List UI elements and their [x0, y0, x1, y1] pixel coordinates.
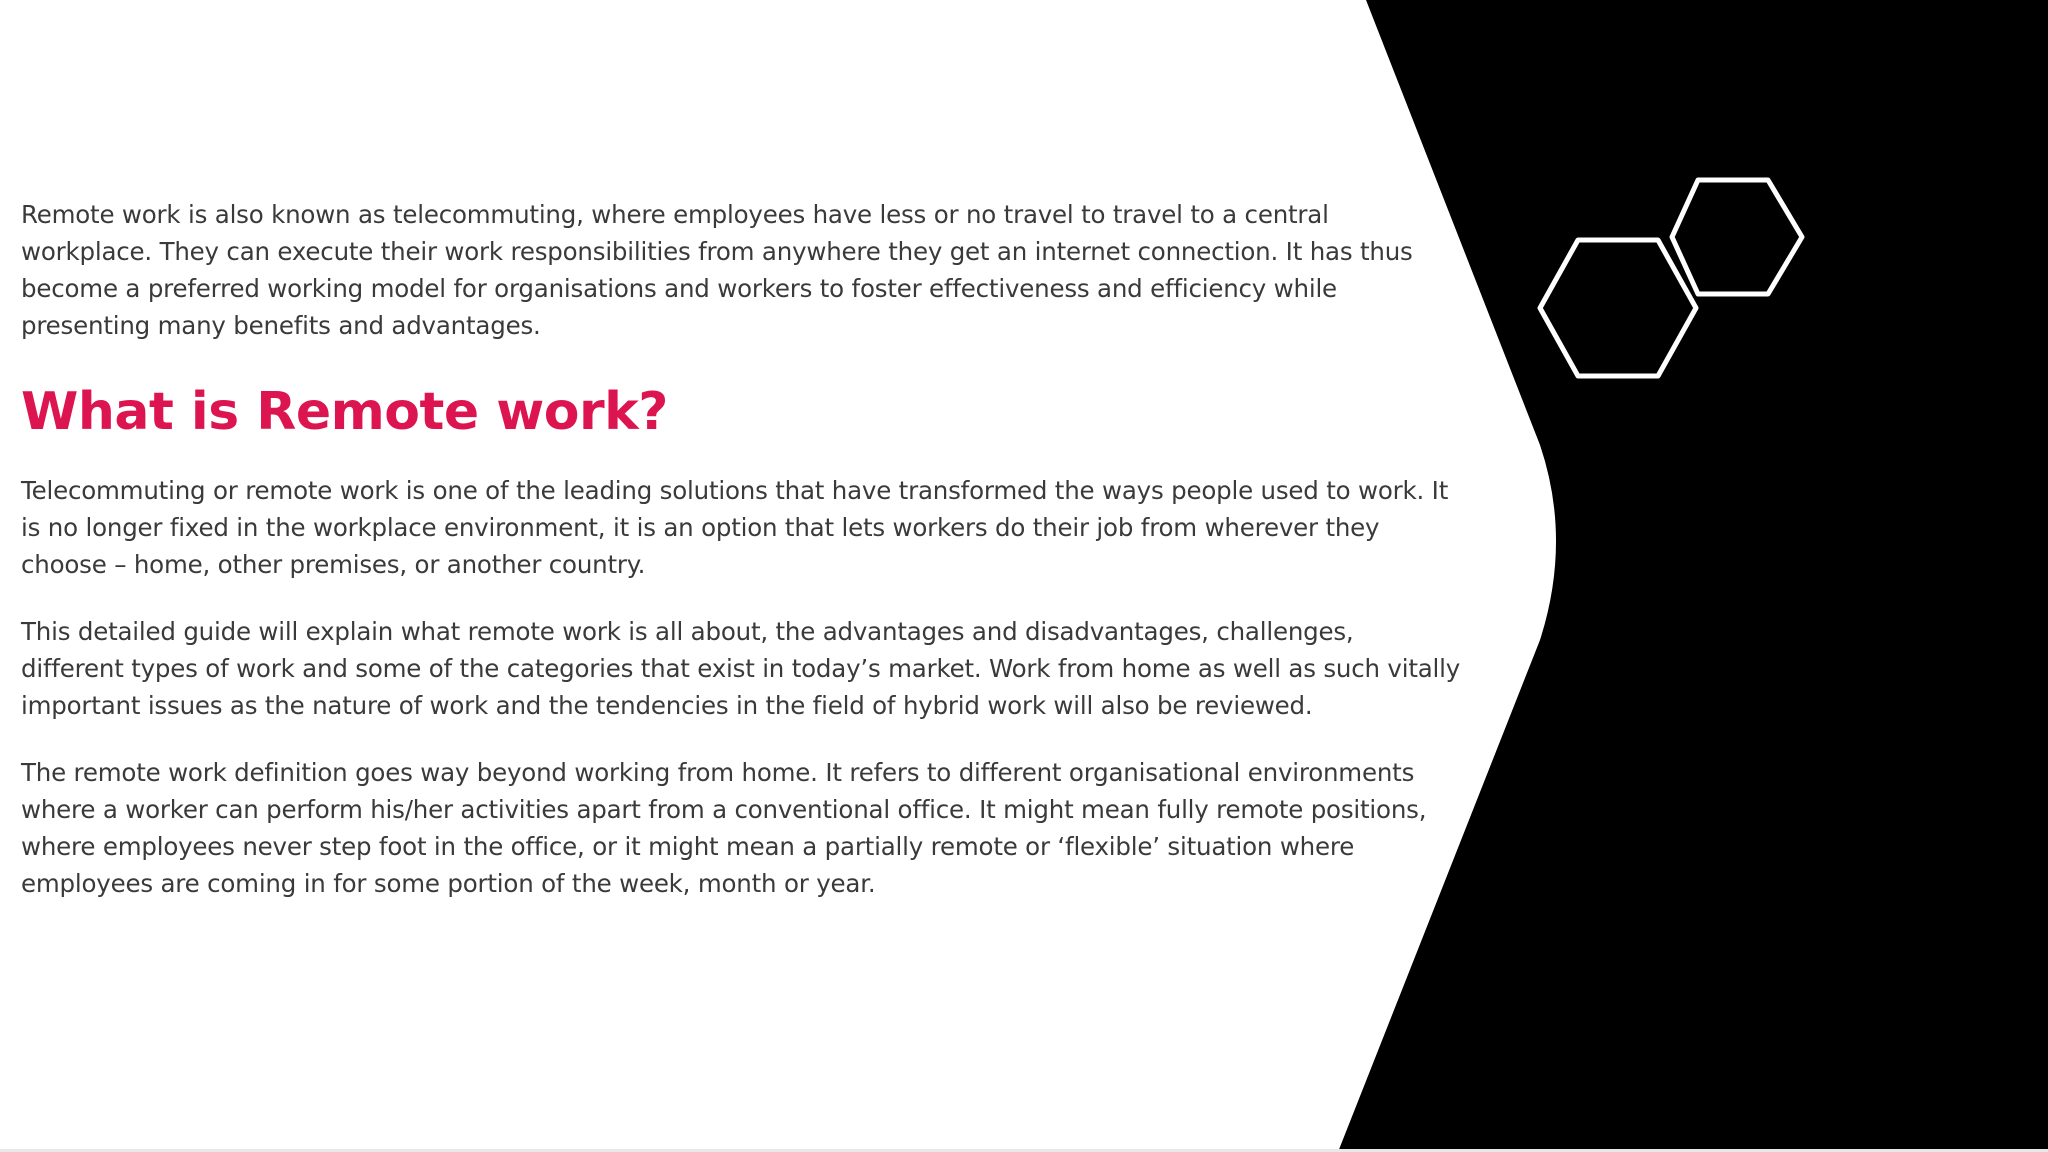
body-paragraph: This detailed guide will explain what remote work is all about, the advantages and disadvantages, challenges, different types of work and some of the categories that exist in today’s market. Work from home as well as such vitally important issues as the nature of work and the tendencies in the field of hybrid work will also be reviewed. [21, 617, 1461, 720]
article-content [21, 196, 1461, 902]
intro-paragraph: Remote work is also known as telecommuting, where employees have less or no travel to travel to a central workplace. They can execute their work responsibilities from anywhere they get an internet connection. It has thus become a preferred working model for organisations and workers to foster effectiveness and efficiency while presenting many benefits and advantages. [21, 200, 1413, 340]
body-paragraph: Telecommuting or remote work is one of the leading solutions that have transformed the ways people used to work. It is no longer fixed in the workplace environment, it is an option that lets workers do their job from wherever they choose – home, other premises, or another country. [21, 476, 1449, 579]
body-paragraph: The remote work definition goes way beyond working from home. It refers to different organisational environments where a worker can perform his/her activities apart from a conventional office. It might mean fully remote positions, where employees never step foot in the office, or it might mean a partially remote or ‘flexible’ situation where employees are coming in for some portion of the week, month or year. [21, 758, 1427, 898]
hexagon-outline-icon [1672, 180, 1802, 294]
section-heading: What is Remote work? [21, 382, 668, 442]
hexagon-outline-icon [1540, 240, 1696, 376]
